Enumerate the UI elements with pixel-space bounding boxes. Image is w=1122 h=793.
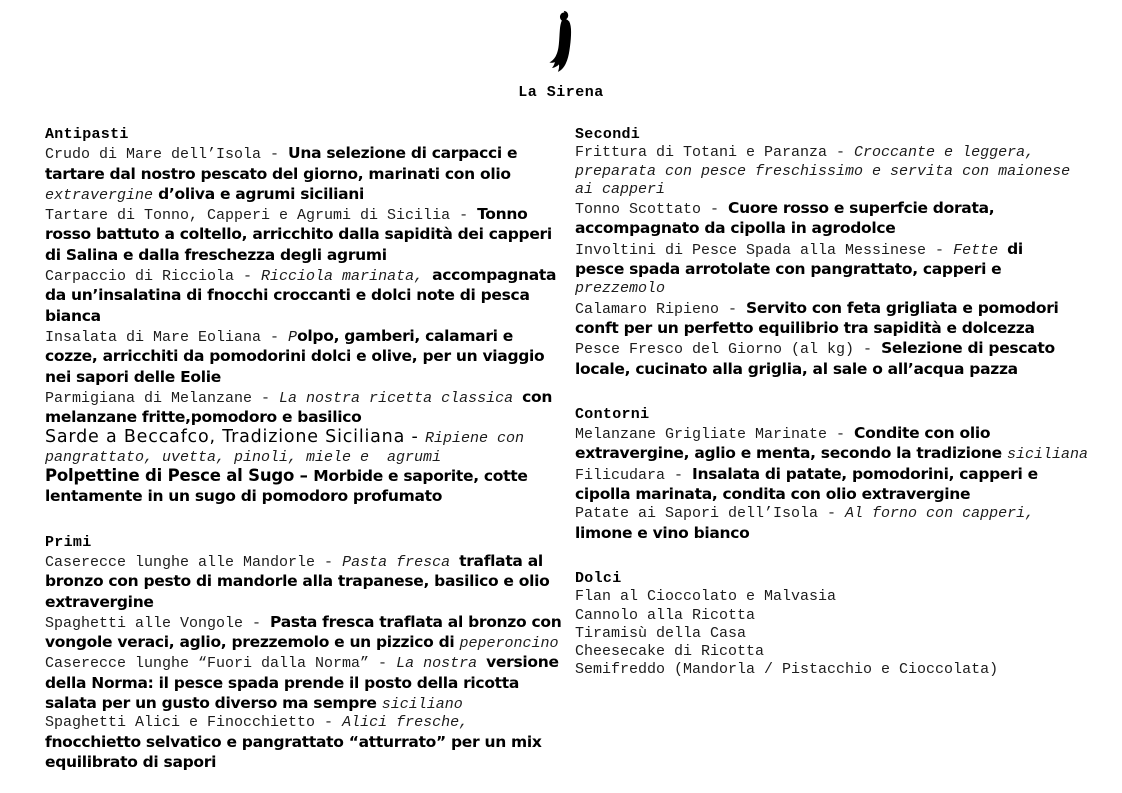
menu-item-text-italic: siciliana	[1006, 446, 1088, 464]
menu-item-text-bold: di pesce spada arrotolate con pangrattato, capperi e	[575, 239, 1044, 279]
menu-item-text-name: Carpaccio di Ricciola -	[45, 268, 262, 286]
menu-item-text-italic: peperoncino	[459, 635, 559, 653]
menu-item-text-name: Semifreddo (Mandorla / Pistacchio e Cioccolata)	[575, 661, 999, 679]
menu-item-text-bold: limone e vino bianco	[575, 523, 750, 542]
menu-section-secondi	[575, 126, 1092, 380]
menu-item-text-bold: d’oliva e agrumi siciliani	[153, 184, 365, 203]
menu-item	[45, 428, 562, 467]
menu-item-text-bold: Condite con olio extravergine, aglio e menta, secondo la tradizione	[575, 424, 1007, 463]
menu-item	[45, 714, 562, 773]
menu-item	[575, 625, 1092, 643]
menu-item-text-name: Tonno Scottato -	[575, 201, 729, 219]
menu-item-text-italic: Pasta fresca	[342, 553, 460, 571]
menu-item-text-name: Frittura di Totani e Paranza -	[575, 144, 855, 162]
menu-item	[45, 653, 562, 714]
menu-item-text-name: Pesce Fresco del Giorno (al kg) -	[575, 341, 882, 359]
menu-item-text-bold: versione della Norma: il pesce spada prende il posto della ricotta salata per un gusto diverso ma sempre	[45, 653, 564, 713]
menu-item	[575, 465, 1092, 506]
menu-item-text-name-large: Sarde a Beccafco, Tradizione Siciliana -	[45, 427, 425, 448]
menu-item-text-bold: fnocchietto selvatico e pangrattato “atturrato” per un mix equilibrato di sapori	[45, 732, 547, 771]
menu-item-text-bold: Morbide e saporite, cotte lentamente in un sugo di pomodoro profumato	[45, 467, 533, 506]
menu-item-text-italic: P	[288, 328, 298, 346]
menu-item-text-name: Involtini di Pesce Spada alla Messinese -	[575, 241, 954, 259]
menu-item-text-name: Spaghetti Alici e Finocchietto -	[45, 714, 343, 732]
menu-item-text-name: Melanzane Grigliate Marinate -	[575, 426, 855, 444]
menu-item-text-bold: accompagnata da un’insalatina di fnocchi croccanti e dolci note di pesca bianca	[45, 266, 562, 325]
menu-item-text-italic: Fette	[953, 241, 1008, 259]
menu-item	[575, 144, 1092, 199]
menu-item	[575, 240, 1092, 299]
menu-item	[575, 607, 1092, 625]
mermaid-logo	[0, 10, 1122, 82]
menu-item	[575, 424, 1092, 465]
menu-item	[575, 505, 1092, 544]
menu-item-text-name: Caserecce lunghe “Fuori dalla Norma” -	[45, 655, 397, 673]
menu-item-text-name: Filicudara -	[575, 466, 693, 484]
menu-item-text-italic: La nostra	[396, 655, 487, 673]
section-title: Contorni	[575, 405, 650, 423]
menu-item	[45, 612, 567, 654]
menu-item-text-italic: Al forno con capperi,	[845, 505, 1044, 523]
menu-item-text-name: Caserecce lunghe alle Mandorle -	[45, 553, 343, 571]
menu-item-text-italic: Alici fresche,	[342, 714, 478, 732]
menu-column-left	[45, 126, 567, 773]
menu-item	[575, 588, 1092, 606]
menu-item	[45, 144, 562, 205]
menu-columns	[0, 126, 1122, 773]
menu-item	[575, 199, 1092, 240]
menu-item-text-italic: extravergine	[45, 186, 154, 204]
menu-item-text-name: Calamaro Ripieno -	[575, 300, 747, 318]
menu-item-text-bold: olpo, gamberi, calamari e cozze, arricchiti da pomodorini dolci e olive, per un viaggio nei sapori delle Eolie	[45, 326, 550, 386]
menu-item-text-name: Spaghetti alle Vongole -	[45, 614, 271, 632]
menu-item-text-name: Tartare di Tonno, Capperi e Agrumi di Sicilia -	[45, 207, 478, 225]
menu-item	[575, 661, 1092, 679]
menu-item-text-bold: Servito con feta grigliata e pomodori conft per un perfetto equilibrio tra sapidità e dolcezza	[575, 298, 1064, 337]
menu-item-text-bold: Pasta fresca traflata al bronzo con vongole veraci, aglio, prezzemolo e un pizzico di	[45, 612, 567, 652]
menu-item-text-italic: prezzemolo	[575, 280, 666, 298]
menu-item-text-bold: con melanzane fritte,pomodoro e basilico	[45, 387, 558, 427]
menu-item-text-name: Insalata di Mare Eoliana -	[45, 328, 289, 346]
menu-item-text-italic: Ripiene con pangrattato, uvetta, pinoli, miele e agrumi	[45, 430, 533, 466]
menu-item-text-name: Tiramisù della Casa	[575, 624, 747, 642]
menu-item-text-italic: siciliano	[381, 696, 463, 714]
menu-item-text-bold: traflata al bronzo con pesto di mandorle alla trapanese, basilico e olio extravergine	[45, 551, 555, 611]
menu-column-right	[575, 126, 1092, 773]
menu-section-dolci	[575, 570, 1092, 680]
mermaid-icon	[544, 10, 578, 80]
menu-item-text-bold: Insalata di patate, pomodorini, capperi e cipolla marinata, condita con olio extravergine	[575, 464, 1043, 504]
menu-item	[45, 266, 562, 327]
menu-item-text-name: Flan al Cioccolato e Malvasia	[575, 588, 837, 606]
menu-item	[45, 388, 562, 429]
restaurant-title: La Sirena	[518, 84, 604, 101]
menu-item-text-bold: Una selezione di carpacci e tartare dal nostro pescato del giorno, marinati con olio	[45, 144, 523, 183]
menu-item-text-name: Cannolo alla Ricotta	[575, 606, 756, 624]
menu-item-text-bold: Selezione di pescato locale, cucinato alla griglia, al sale o all’acqua pazza	[575, 339, 1060, 378]
menu-section-antipasti	[45, 126, 562, 508]
menu-item	[575, 643, 1092, 661]
menu-item	[575, 339, 1092, 380]
section-title: Primi	[45, 533, 92, 551]
menu-item-text-name: Cheesecake di Ricotta	[575, 643, 765, 661]
menu-item	[45, 327, 562, 388]
section-title: Secondi	[575, 126, 641, 143]
header	[0, 0, 1122, 101]
menu-item-text-name: Crudo di Mare dell’Isola -	[45, 146, 289, 164]
menu-item-text-italic: Croccante e leggera, preparata con pesce freschissimo e servita con maionese ai capperi	[575, 144, 1080, 198]
section-title: Antipasti	[45, 126, 129, 143]
menu-section-contorni	[575, 406, 1092, 544]
menu-item	[45, 467, 562, 508]
menu-item-text-italic: La nostra ricetta classica	[279, 389, 523, 407]
menu-item-text-name: Parmigiana di Melanzane -	[45, 389, 280, 407]
menu-section-primi	[45, 533, 567, 774]
section-title: Dolci	[575, 569, 622, 587]
menu-item-text-name-bold: Polpettine di Pesce al Sugo –	[45, 466, 314, 486]
menu-item-text-italic: Ricciola marinata,	[261, 268, 433, 286]
menu-item	[45, 205, 562, 266]
menu-item	[575, 299, 1092, 340]
menu-item	[45, 552, 562, 613]
menu-item-text-name: Patate ai Sapori dell’Isola -	[575, 505, 846, 523]
menu-item-text-bold: Tonno rosso battuto a coltello, arricchito dalla sapidità dei capperi di Salina e dalla freschezza degli agrumi	[45, 205, 558, 264]
menu-item-text-bold: Cuore rosso e superfcie dorata, accompagnato da cipolla in agrodolce	[575, 199, 1000, 238]
